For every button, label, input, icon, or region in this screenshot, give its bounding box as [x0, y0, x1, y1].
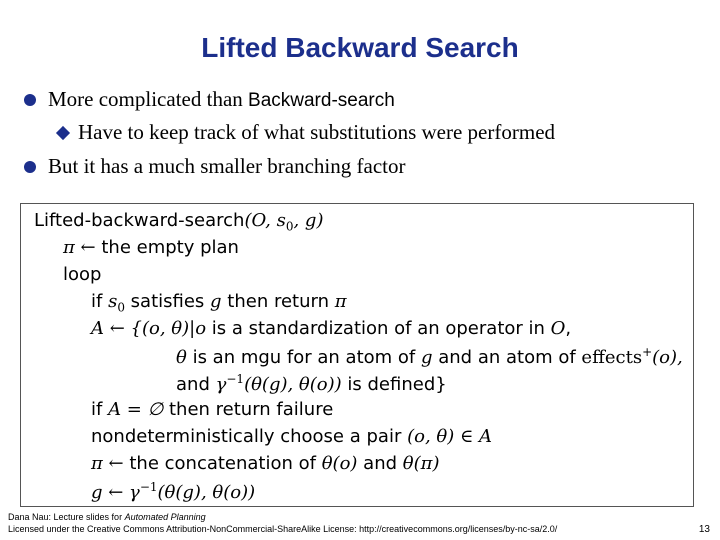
algo-sub: 0	[117, 300, 125, 315]
algo-math: (θ(g), θ(o))	[244, 374, 342, 395]
algo-math: (θ(g), θ(o))	[157, 482, 256, 503]
algo-text: is defined}	[341, 374, 447, 395]
bullet-1-text: More complicated than	[48, 87, 249, 111]
bullet-dot-icon	[24, 94, 36, 106]
algo-text: is a standardization of an operator in	[206, 318, 551, 339]
algo-sup: −1	[139, 480, 158, 494]
algo-text: satisfies	[124, 291, 211, 312]
algo-text: loop	[63, 264, 102, 285]
algo-math: (o, θ) ∈ A	[407, 426, 493, 447]
algo-text: then return failure	[163, 399, 334, 420]
algo-math: θ(o)	[321, 453, 358, 474]
algo-math: g ← γ	[91, 482, 140, 503]
algo-math: g	[420, 347, 433, 368]
footer-license: Licensed under the Creative Commons Attribution-NonCommercial-ShareAlike License: http://creativecommons.org/licenses/by-nc-sa/2.0/	[8, 524, 558, 534]
footer-credit	[8, 512, 206, 522]
algo-line-2	[63, 237, 239, 258]
algo-line-4	[91, 291, 347, 315]
algorithm-box	[20, 203, 694, 507]
algo-sup: +	[642, 345, 653, 359]
algo-text: and	[176, 374, 216, 395]
algo-line-10	[91, 453, 439, 474]
algo-text: if	[91, 291, 109, 312]
algo-line-7	[176, 372, 447, 395]
footer-book-title: Automated Planning	[124, 512, 206, 522]
algo-math: π	[334, 291, 347, 312]
diamond-bullet-icon	[56, 126, 70, 140]
algo-math: π ←	[91, 453, 130, 474]
bullet-2	[48, 154, 405, 179]
algo-line-9	[91, 426, 492, 447]
algo-line-5	[91, 318, 571, 339]
algo-text: and	[357, 453, 403, 474]
algo-text: the concatenation of	[129, 453, 322, 474]
footer-credit-text: Dana Nau: Lecture slides for	[8, 512, 125, 522]
bullet-dot-icon	[24, 161, 36, 173]
algo-math: O	[550, 318, 566, 339]
algo-math: γ	[215, 374, 227, 395]
algo-line-11	[91, 480, 255, 503]
algo-math: (O, s	[244, 210, 286, 231]
algo-math: π ←	[63, 237, 102, 258]
algo-text: then return	[221, 291, 335, 312]
algo-line-8	[91, 399, 333, 420]
algo-sub: 0	[285, 219, 294, 234]
algo-text: Lifted-backward-search	[34, 210, 245, 231]
algo-text: if	[91, 399, 109, 420]
bullet-1-code: Backward-search	[248, 90, 395, 111]
slide-title: Lifted Backward Search	[201, 32, 519, 63]
sub-bullet-1	[78, 120, 555, 145]
algo-sup: −1	[226, 372, 245, 386]
algo-text: ,	[565, 318, 572, 339]
algo-math: s	[108, 291, 118, 312]
algo-math: (o),	[652, 347, 683, 368]
algo-math: θ	[176, 347, 187, 368]
algo-math: A ← {(o, θ)|o	[91, 318, 207, 339]
algo-line-1	[34, 210, 323, 234]
algo-line-6	[176, 345, 683, 368]
page-number: 13	[698, 524, 710, 535]
algo-math: θ(π)	[402, 453, 440, 474]
sub-bullet-1-text: Have to keep track of what substitutions were performed	[78, 120, 556, 144]
algo-text: is an mgu for an atom of	[186, 347, 421, 368]
bullet-1	[48, 87, 395, 112]
algo-math: , g)	[293, 210, 324, 231]
algo-text: the empty plan	[101, 237, 239, 258]
algo-line-3	[63, 264, 101, 285]
algo-math: g	[210, 291, 222, 312]
algo-math: A = ∅	[108, 399, 164, 420]
algo-text: nondeterministically choose a pair	[91, 426, 408, 447]
algo-math: effects	[581, 347, 643, 368]
bullet-2-text: But it has a much smaller branching factor	[48, 154, 406, 178]
algo-text: and an atom of	[432, 347, 582, 368]
